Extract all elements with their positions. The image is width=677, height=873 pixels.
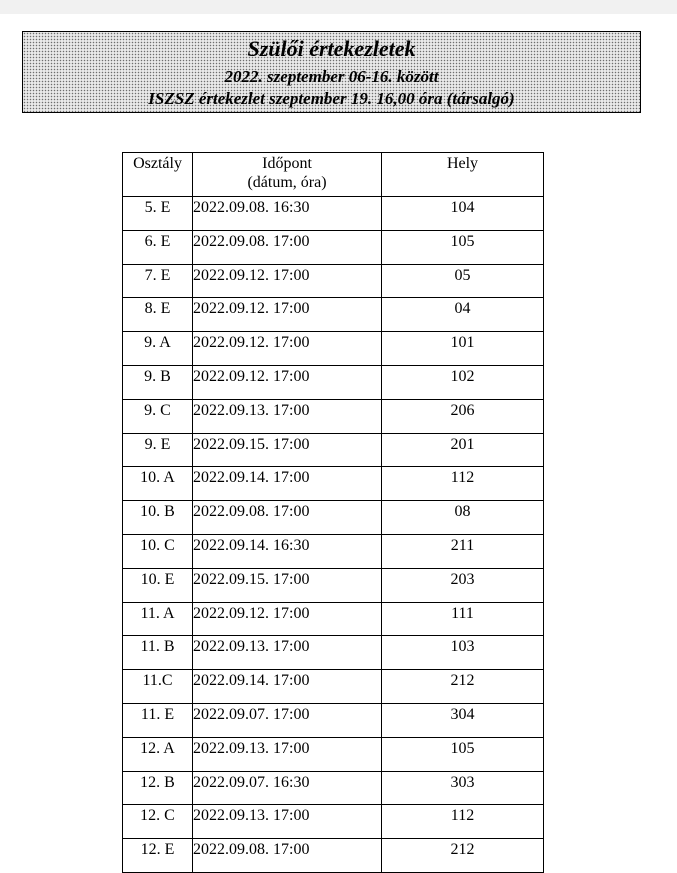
table-row xyxy=(123,839,544,873)
cell-time: 2022.09.13. 17:00 xyxy=(193,805,382,839)
cell-place: 212 xyxy=(382,670,544,704)
cell-place: 112 xyxy=(382,805,544,839)
column-header-time-sublabel: (dátum, óra) xyxy=(247,174,327,191)
table-row xyxy=(123,501,544,535)
cell-place: 303 xyxy=(382,771,544,805)
cell-time: 2022.09.14. 17:00 xyxy=(193,670,382,704)
cell-time: 2022.09.12. 17:00 xyxy=(193,602,382,636)
table-row xyxy=(123,602,544,636)
cell-class: 12. A xyxy=(123,737,193,771)
cell-place: 103 xyxy=(382,636,544,670)
cell-place: 201 xyxy=(382,433,544,467)
column-header-time-label: Időpont xyxy=(262,155,312,172)
cell-time: 2022.09.13. 17:00 xyxy=(193,737,382,771)
table-row xyxy=(123,467,544,501)
cell-class: 9. E xyxy=(123,433,193,467)
cell-class: 9. A xyxy=(123,332,193,366)
table-row xyxy=(123,230,544,264)
cell-class: 9. C xyxy=(123,399,193,433)
cell-class: 12. B xyxy=(123,771,193,805)
cell-class: 9. B xyxy=(123,365,193,399)
cell-place: 105 xyxy=(382,230,544,264)
cell-class: 11. E xyxy=(123,703,193,737)
schedule-table xyxy=(122,152,544,873)
cell-place: 105 xyxy=(382,737,544,771)
table-row xyxy=(123,365,544,399)
cell-time: 2022.09.12. 17:00 xyxy=(193,298,382,332)
cell-time: 2022.09.13. 17:00 xyxy=(193,399,382,433)
cell-place: 304 xyxy=(382,703,544,737)
header-note: ISZSZ értekezlet szeptember 19. 16,00 óra (társalgó) xyxy=(148,89,515,108)
table-row xyxy=(123,433,544,467)
cell-place: 203 xyxy=(382,568,544,602)
table-row xyxy=(123,332,544,366)
cell-time: 2022.09.08. 17:00 xyxy=(193,230,382,264)
cell-class: 11. B xyxy=(123,636,193,670)
table-row xyxy=(123,805,544,839)
cell-time: 2022.09.13. 17:00 xyxy=(193,636,382,670)
table-row xyxy=(123,737,544,771)
cell-time: 2022.09.07. 17:00 xyxy=(193,703,382,737)
table-row xyxy=(123,771,544,805)
cell-time: 2022.09.15. 17:00 xyxy=(193,568,382,602)
table-row xyxy=(123,703,544,737)
cell-time: 2022.09.14. 16:30 xyxy=(193,534,382,568)
cell-place: 111 xyxy=(382,602,544,636)
cell-time: 2022.09.15. 17:00 xyxy=(193,433,382,467)
cell-time: 2022.09.07. 16:30 xyxy=(193,771,382,805)
cell-time: 2022.09.08. 17:00 xyxy=(193,501,382,535)
table-row xyxy=(123,636,544,670)
cell-time: 2022.09.12. 17:00 xyxy=(193,264,382,298)
table-header-row xyxy=(123,153,544,197)
cell-place: 08 xyxy=(382,501,544,535)
cell-place: 112 xyxy=(382,467,544,501)
cell-time: 2022.09.08. 17:00 xyxy=(193,839,382,873)
cell-class: 7. E xyxy=(123,264,193,298)
table-row xyxy=(123,568,544,602)
cell-class: 6. E xyxy=(123,230,193,264)
cell-class: 12. E xyxy=(123,839,193,873)
cell-class: 10. C xyxy=(123,534,193,568)
header-box xyxy=(22,31,641,113)
cell-place: 211 xyxy=(382,534,544,568)
cell-time: 2022.09.08. 16:30 xyxy=(193,197,382,231)
cell-class: 8. E xyxy=(123,298,193,332)
cell-class: 11.C xyxy=(123,670,193,704)
cell-place: 05 xyxy=(382,264,544,298)
cell-place: 206 xyxy=(382,399,544,433)
top-toolbar-strip xyxy=(0,0,677,14)
column-header-place: Hely xyxy=(382,153,544,197)
cell-class: 5. E xyxy=(123,197,193,231)
cell-time: 2022.09.12. 17:00 xyxy=(193,365,382,399)
cell-place: 101 xyxy=(382,332,544,366)
table-row xyxy=(123,298,544,332)
table-row xyxy=(123,670,544,704)
cell-class: 11. A xyxy=(123,602,193,636)
table-row xyxy=(123,399,544,433)
cell-place: 102 xyxy=(382,365,544,399)
column-header-time xyxy=(193,153,382,197)
cell-class: 10. B xyxy=(123,501,193,535)
cell-class: 12. C xyxy=(123,805,193,839)
page-subtitle: 2022. szeptember 06-16. között xyxy=(224,67,439,86)
table-row xyxy=(123,264,544,298)
page-title: Szülői értekezletek xyxy=(247,36,416,61)
cell-place: 212 xyxy=(382,839,544,873)
cell-class: 10. A xyxy=(123,467,193,501)
table-row xyxy=(123,534,544,568)
cell-class: 10. E xyxy=(123,568,193,602)
column-header-class: Osztály xyxy=(123,153,193,197)
cell-place: 04 xyxy=(382,298,544,332)
table-row xyxy=(123,197,544,231)
cell-place: 104 xyxy=(382,197,544,231)
cell-time: 2022.09.12. 17:00 xyxy=(193,332,382,366)
cell-time: 2022.09.14. 17:00 xyxy=(193,467,382,501)
